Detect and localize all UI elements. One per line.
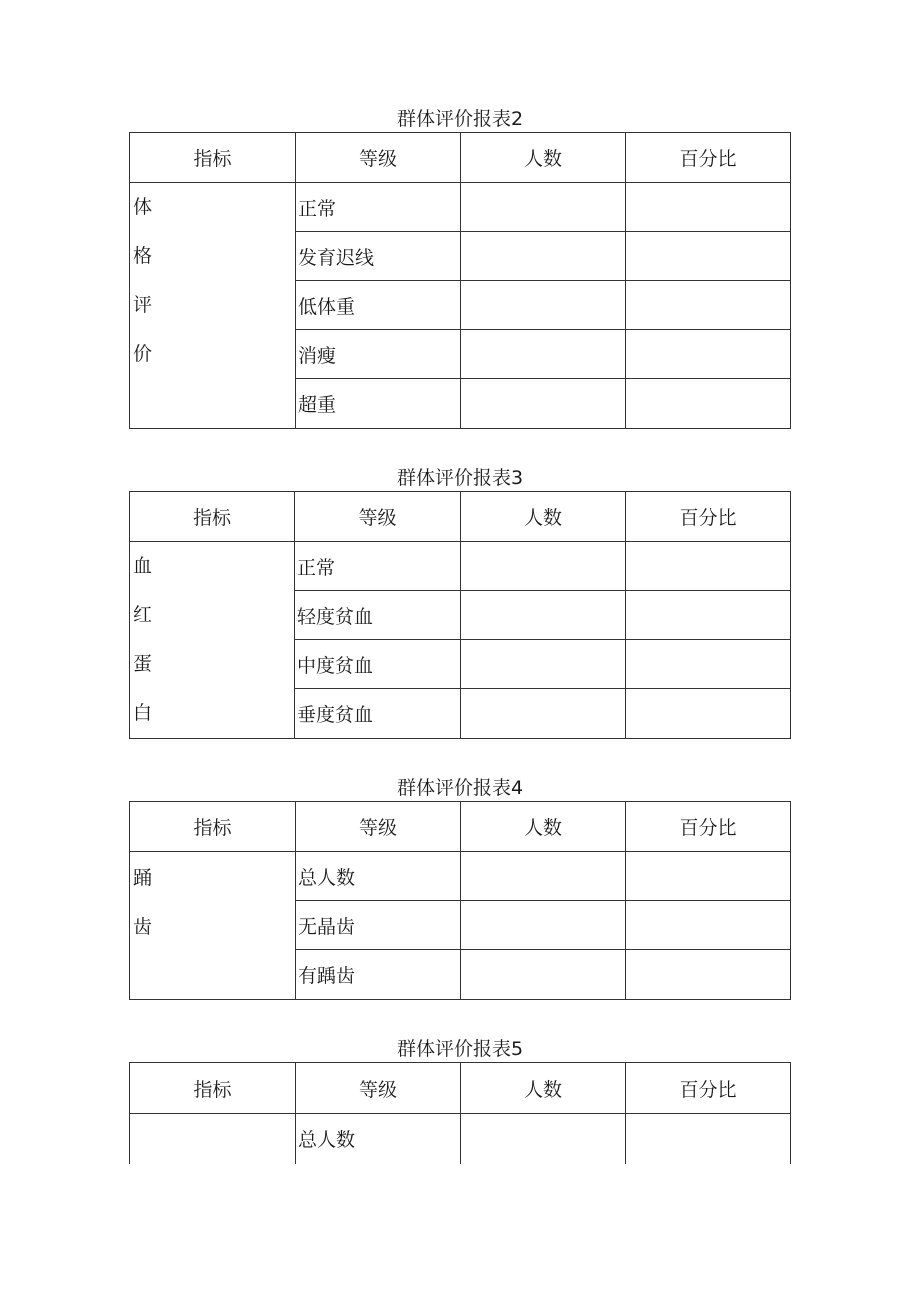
grade-cell: 正常 — [296, 183, 461, 232]
grade-cell: 轻度贫血 — [295, 591, 461, 640]
table-row — [130, 1114, 791, 1164]
report-title-3: 群体评价报表3 — [396, 467, 524, 489]
percent-cell[interactable] — [626, 1114, 791, 1164]
indicator-char: 评 — [133, 294, 153, 316]
percent-cell[interactable] — [626, 330, 791, 379]
count-cell[interactable] — [461, 591, 626, 640]
indicator-char: 蛋 — [133, 653, 153, 675]
table-row — [130, 542, 791, 591]
header-indicator: 指标 — [130, 133, 296, 183]
header-count: 人数 — [461, 133, 626, 183]
header-grade: 等级 — [295, 492, 461, 542]
table-row — [130, 183, 791, 232]
header-indicator: 指标 — [130, 802, 296, 852]
percent-cell[interactable] — [626, 901, 791, 950]
header-row — [130, 492, 791, 542]
report-table-3 — [129, 491, 791, 739]
grade-cell: 正常 — [295, 542, 461, 591]
indicator-char: 白 — [133, 702, 153, 724]
indicator-char: 格 — [133, 245, 153, 267]
report-title-4: 群体评价报表4 — [396, 777, 524, 799]
count-cell[interactable] — [461, 542, 626, 591]
header-count: 人数 — [461, 802, 626, 852]
header-indicator: 指标 — [130, 492, 295, 542]
header-row — [130, 133, 791, 183]
header-row — [130, 802, 791, 852]
grade-cell: 中度贫血 — [295, 640, 461, 689]
percent-cell[interactable] — [626, 640, 791, 689]
percent-cell[interactable] — [626, 950, 791, 1000]
percent-cell[interactable] — [626, 689, 791, 739]
percent-cell[interactable] — [626, 591, 791, 640]
percent-cell[interactable] — [626, 183, 791, 232]
count-cell[interactable] — [461, 183, 626, 232]
grade-cell: 有踽齿 — [296, 950, 461, 1000]
header-count: 人数 — [461, 492, 626, 542]
grade-cell: 超重 — [296, 379, 461, 429]
indicator-char: 齿 — [133, 916, 153, 938]
header-count: 人数 — [461, 1063, 626, 1114]
percent-cell[interactable] — [626, 379, 791, 429]
count-cell[interactable] — [461, 640, 626, 689]
count-cell[interactable] — [461, 330, 626, 379]
header-grade: 等级 — [296, 133, 461, 183]
header-percent: 百分比 — [626, 1063, 791, 1114]
table-row — [130, 852, 791, 901]
header-percent: 百分比 — [626, 802, 791, 852]
indicator-char: 踊 — [133, 867, 153, 889]
header-row — [130, 1063, 791, 1114]
report-table-5 — [129, 1062, 791, 1164]
indicator-char: 红 — [133, 604, 153, 626]
grade-cell: 无晶齿 — [296, 901, 461, 950]
header-grade: 等级 — [296, 802, 461, 852]
grade-cell: 总人数 — [296, 1114, 461, 1164]
report-table-4 — [129, 801, 791, 1000]
grade-cell: 消瘦 — [296, 330, 461, 379]
count-cell[interactable] — [461, 232, 626, 281]
count-cell[interactable] — [461, 901, 626, 950]
grade-cell: 低体重 — [296, 281, 461, 330]
count-cell[interactable] — [461, 1114, 626, 1164]
grade-cell: 垂度贫血 — [295, 689, 461, 739]
count-cell[interactable] — [461, 950, 626, 1000]
indicator-char: 血 — [133, 555, 153, 577]
indicator-cell — [130, 542, 295, 739]
indicator-cell — [130, 183, 296, 429]
indicator-cell — [130, 1114, 296, 1164]
header-indicator: 指标 — [130, 1063, 296, 1114]
percent-cell[interactable] — [626, 542, 791, 591]
count-cell[interactable] — [461, 379, 626, 429]
header-percent: 百分比 — [626, 492, 791, 542]
header-percent: 百分比 — [626, 133, 791, 183]
report-table-2 — [129, 132, 791, 429]
indicator-cell — [130, 852, 296, 1000]
percent-cell[interactable] — [626, 232, 791, 281]
percent-cell[interactable] — [626, 852, 791, 901]
count-cell[interactable] — [461, 281, 626, 330]
count-cell[interactable] — [461, 689, 626, 739]
report-title-2: 群体评价报表2 — [396, 108, 524, 130]
indicator-char: 体 — [133, 196, 153, 218]
header-grade: 等级 — [296, 1063, 461, 1114]
report-title-5: 群体评价报表5 — [396, 1038, 524, 1060]
percent-cell[interactable] — [626, 281, 791, 330]
grade-cell: 总人数 — [296, 852, 461, 901]
indicator-char: 价 — [133, 343, 153, 365]
count-cell[interactable] — [461, 852, 626, 901]
grade-cell: 发育迟线 — [296, 232, 461, 281]
